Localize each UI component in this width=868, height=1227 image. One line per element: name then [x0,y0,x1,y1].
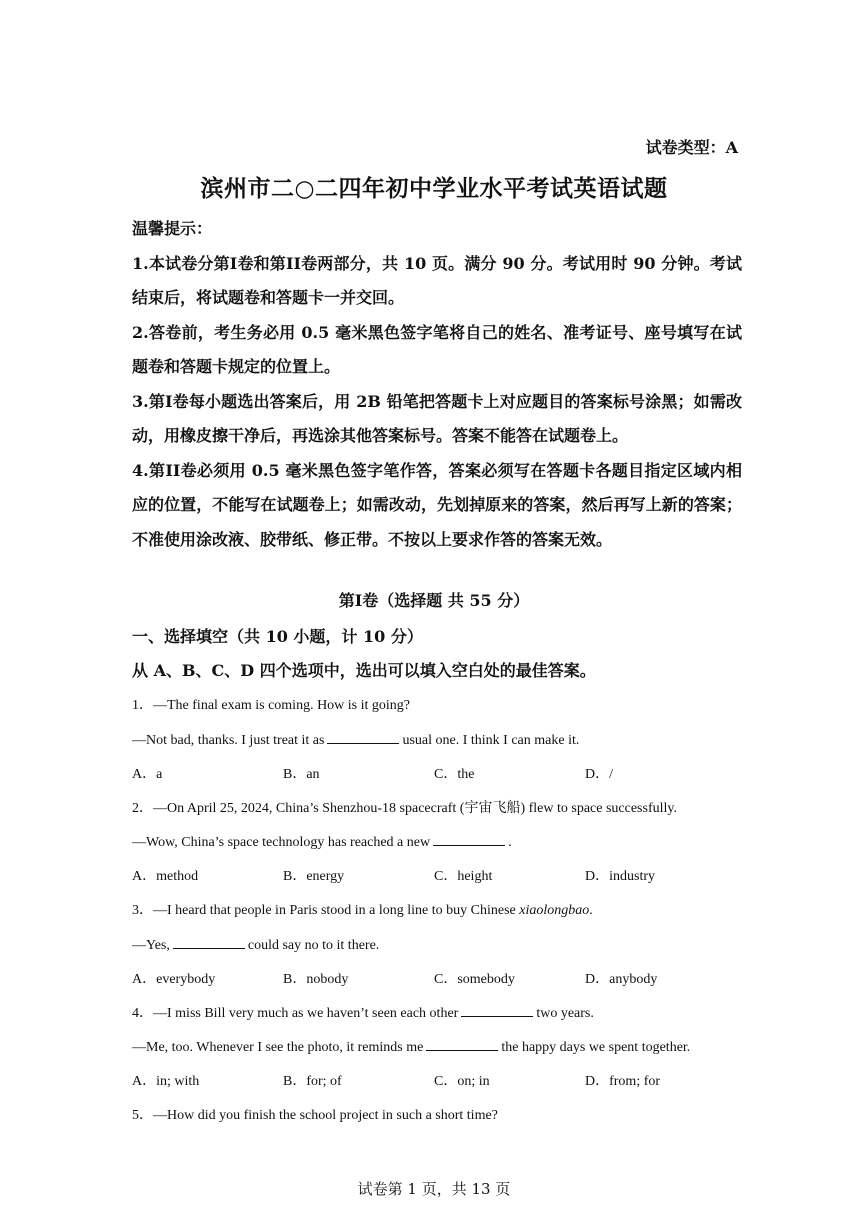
question-1-prompt: 1．—The final exam is coming. How is it going? [132,698,411,713]
question-4-reply [132,1036,690,1056]
answer-blank [433,831,505,846]
question-3-reply [132,934,379,954]
question-4-prompt-pre: 4．—I miss Bill very much as we haven’t seen each other [132,1006,459,1021]
question-3-prompt-post: . [589,903,593,918]
notice-item-4: 4.第II卷必须用 0.5 毫米黑色签字笔作答，答案必须写在答题卡各题目指定区域内相应的位置，不能写在试题卷上；如需改动，先划掉原来的答案，然后再写上新的答案；不准使用涂改液、胶带纸、修正带。不按以上要求作答的答案无效。 [132,460,742,549]
question-3-reply-post: could say no to it there. [247,938,380,953]
section-title: 第I卷（选择题 共 55 分） [338,591,530,610]
question-2-option-d: D．industry [585,869,655,884]
question-1-option-d: D．/ [585,767,613,782]
question-4-option-d: D．from; for [585,1074,661,1089]
question-3-option-b: B．nobody [283,972,349,987]
question-3-prompt-italic: xiaolongbao [519,903,590,918]
exam-type-label: 试卷类型：A [645,138,738,157]
question-5-prompt: 5．—How did you finish the school project in such a short time? [132,1108,498,1123]
question-2-prompt: 2．—On April 25, 2024, China’s Shenzhou-18 spacecraft (宇宙飞船) flew to space successfully. [132,801,677,816]
question-2-reply-post: . [508,835,512,850]
question-4-prompt [132,1002,594,1022]
notice-item-1: 1.本试卷分第I卷和第II卷两部分，共 10 页。满分 90 分。考试用时 90 分钟。考试结束后，将试题卷和答题卡一并交回。 [132,253,742,307]
answer-blank [426,1036,498,1051]
question-1-reply-post: usual one. I think I can make it. [402,733,580,748]
question-3-reply-pre: —Yes, [132,938,170,953]
question-4-option-c: C．on; in [434,1074,490,1089]
question-2-reply-pre: —Wow, China’s space technology has reached a new [132,835,431,850]
part-instruction: 从 A、B、C、D 四个选项中，选出可以填入空白处的最佳答案。 [132,661,596,680]
question-4-option-b: B．for; of [283,1074,342,1089]
question-4-option-a: A．in; with [132,1074,200,1089]
answer-blank [461,1002,533,1017]
question-3-option-a: A．everybody [132,972,216,987]
question-1-option-a: A．a [132,767,163,782]
notice-item-2: 2.答卷前，考生务必用 0.5 毫米黑色签字笔将自己的姓名、准考证号、座号填写在试题卷和答题卡规定的位置上。 [132,322,742,376]
answer-blank [173,934,245,949]
notice-heading: 温馨提示： [132,219,213,238]
question-4-prompt-post: two years. [536,1006,594,1021]
question-3-prompt [132,899,593,919]
question-2-option-c: C．height [434,869,493,884]
part-title: 一、选择填空（共 10 小题，计 10 分） [132,627,423,646]
notice-item-3: 3.第I卷每小题选出答案后，用 2B 铅笔把答题卡上对应题目的答案标号涂黑；如需改动，用橡皮擦干净后，再选涂其他答案标号。答案不能答在试题卷上。 [132,391,742,445]
question-2-reply [132,831,512,851]
page-footer: 试卷第 1 页，共 13 页 [357,1180,511,1198]
question-1-reply [132,729,579,749]
question-1-option-c: C．the [434,767,475,782]
page-title: 滨州市二○二四年初中学业水平考试英语试题 [200,175,668,202]
question-2-option-b: B．energy [283,869,345,884]
answer-blank [327,729,399,744]
question-1-reply-pre: —Not bad, thanks. I just treat it as [132,733,325,748]
question-3-option-d: D．anybody [585,972,658,987]
notice-block [132,212,742,557]
question-4-reply-pre: —Me, too. Whenever I see the photo, it reminds me [132,1040,424,1055]
question-2-option-a: A．method [132,869,199,884]
question-3-prompt-pre: 3．—I heard that people in Paris stood in a long line to buy Chinese [132,903,520,918]
question-1-option-b: B．an [283,767,320,782]
question-4-reply-post: the happy days we spent together. [501,1040,691,1055]
question-3-option-c: C．somebody [434,972,515,987]
